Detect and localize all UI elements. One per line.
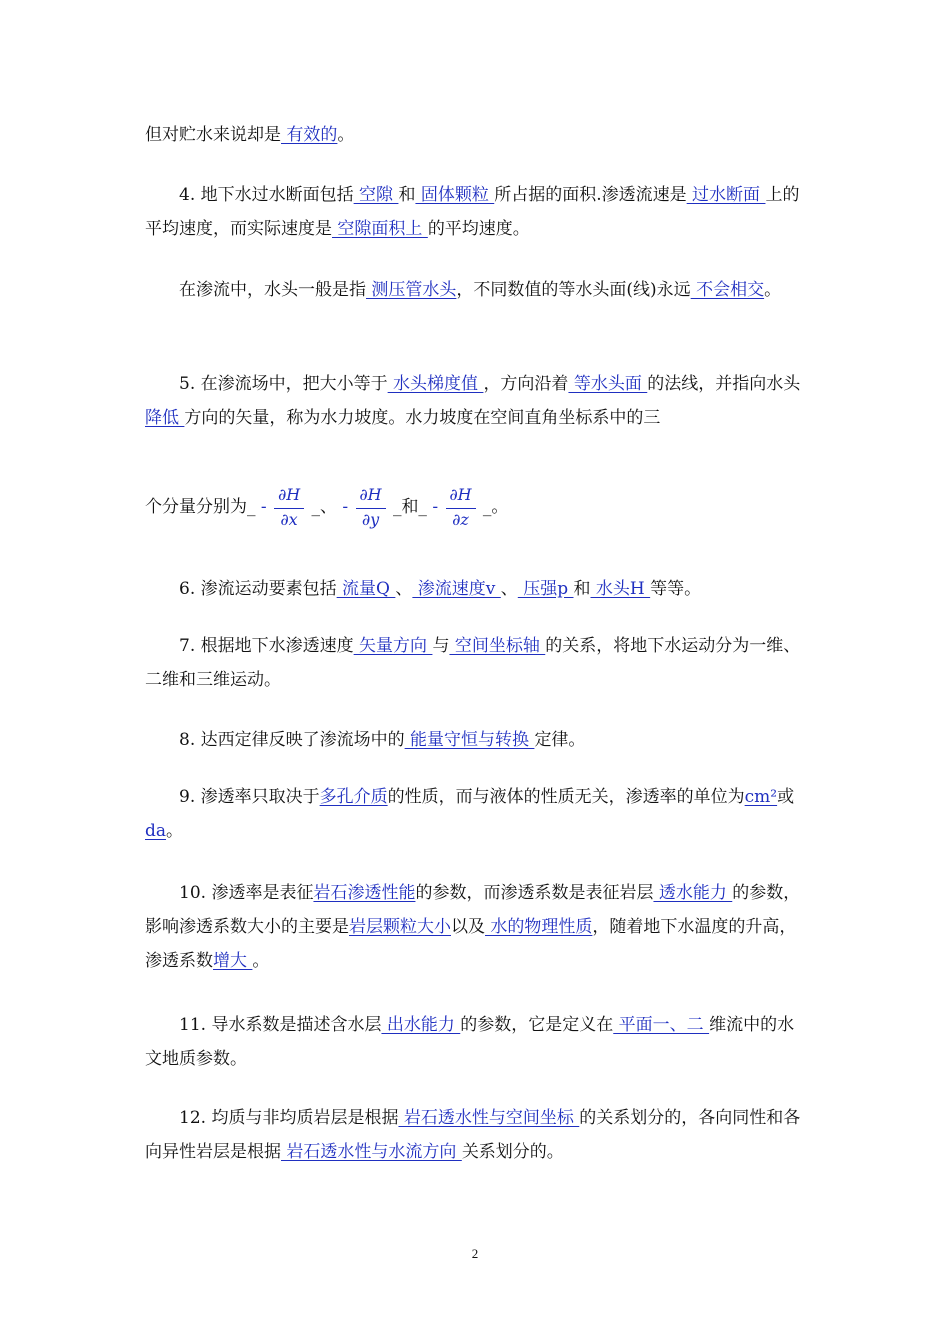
text: 的平均速度。 [427,219,530,239]
answer: 压强p [517,579,574,599]
answer: 岩石渗透性能 [313,883,416,903]
answer: 流量Q [336,579,396,599]
question-11 [145,1008,810,1076]
text: 5. 在渗流场中，把大小等于 [179,374,388,394]
text: 所占据的面积.渗透流速是 [494,185,687,205]
text: 10. 渗透率是表征 [179,883,314,903]
text: 与 [432,636,450,656]
text: _和_ [392,497,427,517]
text: 以及 [451,917,485,937]
text: 。 [337,125,355,145]
text: 但对贮水来说却是 [145,125,281,145]
answer: cm² [744,787,778,807]
text: ，不同数值的等水头面(线)永远 [456,280,691,300]
text: 的关系划分的，各向同性和各向异性岩层是根据 [145,1108,801,1162]
text: 、 [500,579,518,599]
text: 的参数，它是定义在 [460,1015,614,1035]
numerator: ∂H [359,484,382,504]
fraction-bar [446,508,476,509]
question-12 [145,1101,810,1169]
text: 、 [395,579,413,599]
text: 4. 地下水过水断面包括 [179,185,354,205]
text: ，方向沿着 [483,374,569,394]
answer: 透水能力 [653,883,733,903]
question-8 [145,723,810,757]
text: 的法线，并指向水头 [647,374,801,394]
text: 8. 达西定律反映了渗流场中的 [179,730,405,750]
text: 和 [573,579,591,599]
text: 7. 根据地下水渗透速度 [179,636,354,656]
answer: 平面一、二 [613,1015,710,1035]
answer: 渗流速度v [412,579,501,599]
page-number: 2 [471,1246,479,1261]
answer: 水头梯度值 [387,374,484,394]
answer: 固体颗粒 [415,185,495,205]
text: _。 [482,497,509,517]
question-9 [145,780,810,848]
answer: 多孔介质 [319,787,388,807]
answer: 不会相交 [690,280,765,300]
question-6 [145,572,810,606]
text: 和 [398,185,416,205]
answer: 水头H [590,579,651,599]
answer: 增大 [213,951,253,971]
text: 9. 渗透率只取决于 [179,787,320,807]
text: 的参数，而渗透系数是表征岩层 [415,883,654,903]
question-5-gradient-components [145,482,810,532]
text: 11. 导水系数是描述含水层 [179,1015,382,1035]
text: 关系划分的。 [461,1142,564,1162]
text: 6. 渗流运动要素包括 [179,579,337,599]
text: 维流中的水文地质参数。 [145,1015,795,1069]
text: 在渗流中，水头一般是指 [179,280,366,300]
fraction-bar [356,508,386,509]
text: 12. 均质与非均质岩层是根据 [179,1108,399,1128]
answer: 空隙 [353,185,399,205]
answer: 测压管水头 [366,280,457,300]
question-4 [145,178,810,246]
question-10 [145,876,810,978]
text: ，随着地下水温度的升高，渗透系数 [145,917,797,971]
text: 。 [166,821,184,841]
fraction-bar [274,508,304,509]
text: 等等。 [650,579,702,599]
fraction-dH-dx [272,485,306,531]
text: 。 [252,951,270,971]
answer: 岩石透水性与空间坐标 [398,1108,580,1128]
answer: 岩石透水性与水流方向 [281,1142,462,1162]
text: _、 [311,497,337,517]
text: 个分量分别为_ [145,497,256,517]
paragraph-continuation [145,118,810,152]
text: 的参数，影响渗透系数大小的主要是 [145,883,801,937]
numerator: ∂H [277,484,301,504]
fraction-dH-dz [444,485,478,531]
text: 上的平均速度，而实际速度是 [145,185,800,239]
minus-sign: - [432,497,439,517]
question-7 [145,629,810,697]
minus-sign: - [342,497,349,517]
fraction-dH-dy [354,485,388,531]
answer: 出水能力 [381,1015,461,1035]
text: 。 [764,280,782,300]
answer: 水的物理性质 [485,917,593,937]
answer: 矢量方向 [353,636,433,656]
answer: 空间坐标轴 [449,636,546,656]
denominator: ∂y [361,509,380,529]
answer: 能量守恒与转换 [404,730,535,750]
answer: 等水头面 [568,374,648,394]
answer: 岩层颗粒大小 [349,917,451,937]
denominator: ∂z [452,509,469,529]
answer: 有效的 [281,125,338,145]
text: 方向的矢量，称为水力坡度。水力坡度在空间直角坐标系中的三 [184,408,661,428]
text: 的关系，将地下水运动分为一维、二维和三维运动。 [145,636,801,690]
denominator: ∂x [280,509,298,529]
question-4-continued [145,273,810,307]
text: 定律。 [534,730,586,750]
answer: 空隙面积上 [332,219,428,239]
text: 或 [777,787,795,807]
minus-sign: - [260,497,267,517]
question-5 [145,367,810,435]
answer: da [145,821,167,841]
answer: 降低 [145,408,185,428]
answer: 过水断面 [686,185,766,205]
numerator: ∂H [449,484,472,504]
text: 的性质，而与液体的性质无关，渗透率的单位为 [387,787,745,807]
